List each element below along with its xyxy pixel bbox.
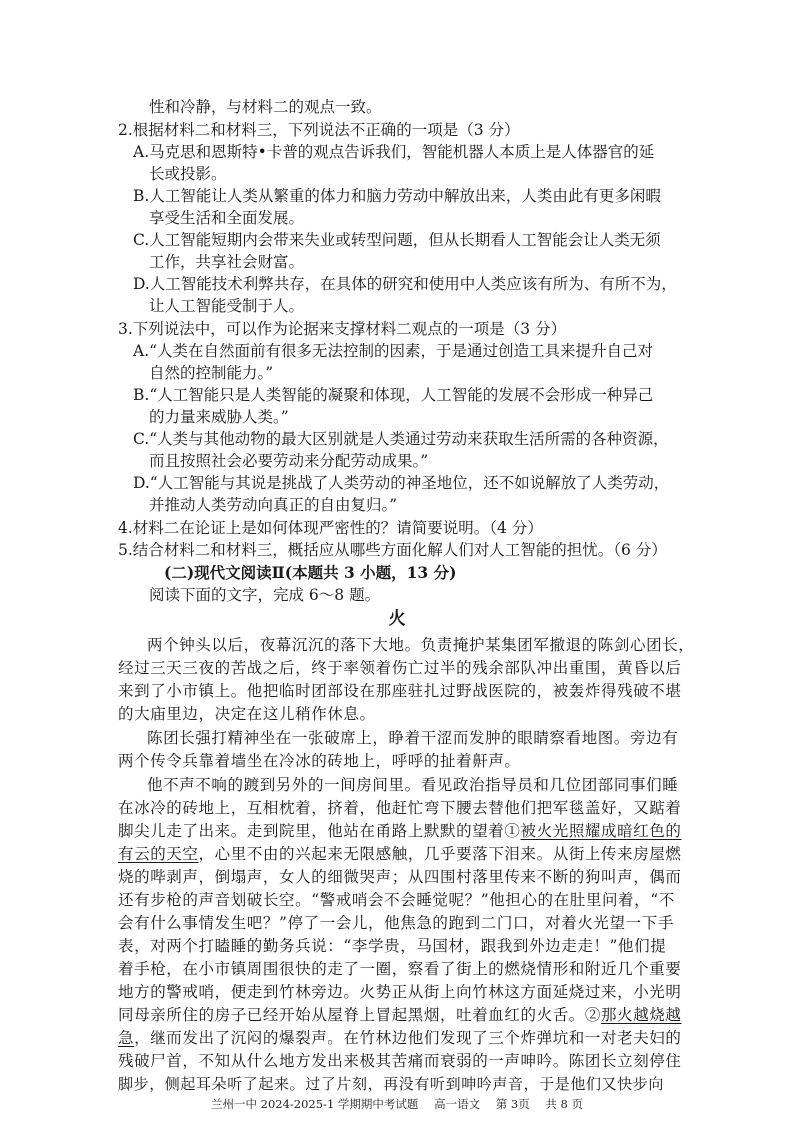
story-paragraph-3-line-6: 还有步枪的声音划破长空。“警戒哨会不会睡觉呢？”他担心的在肚里问着，“不 — [118, 891, 675, 909]
story-paragraph-3-line-2: 在冰冷的砖地上，互相枕着，挤着，他赶忙弯下腰去替他们把军毯盖好，又踮着 — [118, 799, 682, 817]
question-3-stem: 3.下列说法中，可以作为论据来支撑材料二观点的一项是（3 分） — [118, 320, 567, 338]
q1-option-tail: 性和冷静，与材料二的观点一致。 — [149, 98, 382, 116]
q3-option-a: A.“人类在自然面前有很多无法控制的因素，于是通过创造工具来提升自己对 — [133, 342, 654, 360]
underlined-phrase-1: 被火光照耀成暗红色的 — [520, 822, 682, 840]
section-heading: (二)现代文阅读Ⅱ(本题共 3 小题，13 分) — [164, 563, 457, 582]
q3-option-a-cont: 自然的控制能力。” — [149, 364, 274, 382]
story-title: 火 — [388, 609, 406, 629]
question-2-stem: 2.根据材料二和材料三，下列说法不正确的一项是（3 分） — [118, 121, 520, 139]
story-text: 同母亲所住的房子已经开始从屋脊上冒起黑烟，吐着血红的火舌。 — [118, 1006, 585, 1024]
footer-total-pages: 共 8 页 — [545, 1097, 584, 1111]
story-paragraph-1-line-2: 经过三天三夜的苦战之后，终于率领着伤亡过半的残余部队冲出重围，黄昏以后 — [118, 659, 682, 677]
footer-subject: 高一语文 — [434, 1097, 481, 1111]
question-4: 4.材料二在论证上是如何体现严密性的？请简要说明。（4 分） — [118, 519, 543, 537]
q2-option-b-cont: 享受生活和全面发展。 — [149, 209, 305, 227]
q2-option-a: A.马克思和恩斯特•卡普的观点告诉我们，智能机器人本质上是人体器官的延 — [133, 143, 655, 161]
underlined-phrase-1-cont: 有云的天空 — [118, 845, 199, 863]
reading-instruction: 阅读下面的文字，完成 6～8 题。 — [149, 586, 381, 604]
story-paragraph-3-line-14: 脚步，侧起耳朵听了起来。过了片刻，再没有听到呻吟声音，于是他们又快步向 — [118, 1075, 665, 1093]
story-text: ，心里不由的兴起来无限感触，几乎要落下泪来。从街上传来房屋燃 — [198, 845, 682, 863]
story-paragraph-1-line-4: 的大庙里边，决定在这儿稍作休息。 — [118, 705, 376, 723]
story-paragraph-2-line-2: 两个传令兵靠着墙坐在冷冰的砖地上，呼呼的扯着鼾声。 — [118, 752, 521, 770]
story-text: ，继而发出了沉闷的爆裂声。在竹林边他们发现了三个炸弹坑和一对老夫妇的 — [134, 1029, 682, 1047]
story-paragraph-2-line-1: 陈团长强打精神坐在一张破席上，睁着干涩而发肿的眼睛察看地图。旁边有 — [147, 729, 679, 747]
footer-school: 兰州一中 2024-2025-1 学期期中考试题 — [210, 1097, 419, 1111]
story-text: 脚尖儿走了出来。走到院里，他站在甬路上默默的望着 — [118, 822, 505, 840]
q3-option-b-cont: 的力量来威胁人类。” — [149, 408, 289, 426]
story-paragraph-3-line-7: 会有什么事情发生吧？”停了一会儿，他焦急的跑到二门口，对着火光望一下手 — [118, 914, 674, 932]
q2-option-c: C.人工智能短期内会带来失业或转型问题，但从长期看人工智能会让人类无须 — [133, 231, 661, 249]
q2-option-d: D.人工智能技术利弊共存，在具体的研究和使用中人类应该有所为、有所不为， — [133, 275, 677, 293]
annotation-marker-2: ② — [584, 1006, 602, 1024]
q3-option-b: B.“人工智能只是人类智能的凝聚和体现，人工智能的发展不会形成一种异己 — [133, 386, 654, 404]
story-paragraph-3-line-9: 着手枪，在小市镇周围很快的走了一圈，察看了街上的燃烧情形和附近几个重要 — [118, 960, 682, 978]
q3-option-d-cont: 并推动人类劳动向真正的自由复归。” — [149, 496, 398, 514]
story-paragraph-3-line-4 — [118, 843, 682, 865]
footer-page-number: 第 3页 — [495, 1097, 530, 1111]
q2-option-c-cont: 工作，共享社会财富。 — [149, 253, 305, 271]
story-paragraph-3-line-8: 表，对两个打瞌睡的勤务兵说：“李学贵，马国材，跟我到外边走走！”他们提 — [118, 937, 667, 955]
q3-option-c: C.“人类与其他动物的最大区别就是人类通过劳动来获取生活所需的各种资源， — [133, 430, 669, 448]
story-paragraph-3-line-13: 残破尸首，不知从什么地方发出来极其苦痛而衰弱的一声呻吟。陈团长立刻停住 — [118, 1052, 682, 1070]
q2-option-a-cont: 长或投影。 — [149, 165, 227, 183]
story-paragraph-1-line-1: 两个钟头以后，夜幕沉沉的落下大地。负责掩护某集团军撤退的陈剑心团长， — [147, 636, 695, 654]
story-paragraph-1-line-3: 来到了小市镇上。他把临时团部设在那座驻扎过野战医院的，被轰炸得残破不堪 — [118, 682, 682, 700]
underlined-phrase-2: 那火越烧越 — [601, 1006, 682, 1024]
story-paragraph-3-line-1: 他不声不响的踱到另外的一间房间里。看见政治指导员和几位团部同事们睡 — [147, 776, 679, 794]
story-paragraph-3-line-12 — [118, 1027, 682, 1049]
q2-option-b: B.人工智能让人类从繁重的体力和脑力劳动中解放出来，人类由此有更多闲暇 — [133, 187, 661, 205]
q2-option-d-cont: 让人工智能受制于人。 — [149, 297, 305, 315]
question-5: 5.结合材料二和材料三，概括应从哪些方面化解人们对人工智能的担忧。（6 分） — [118, 541, 667, 559]
story-paragraph-3-line-5: 烧的哔剥声，倒塌声，女人的细微哭声；从四围村落里传来不断的狗叫声，偶而 — [118, 868, 682, 886]
q3-option-d: D.“人工智能与其说是挑战了人类劳动的神圣地位，还不如说解放了人类劳动， — [133, 474, 670, 492]
story-paragraph-3-line-11 — [118, 1004, 682, 1026]
story-paragraph-3-line-10: 地方的警戒哨，便走到竹林旁边。火势正从街上向竹林这方面延烧过来，小光明 — [118, 983, 682, 1001]
story-paragraph-3-line-3 — [118, 820, 682, 842]
page-footer — [0, 1096, 794, 1112]
q3-option-c-cont: 而且按照社会必要劳动来分配劳动成果。” — [149, 452, 429, 470]
underlined-phrase-2-cont: 急 — [118, 1029, 135, 1047]
annotation-marker-1: ① — [504, 822, 521, 840]
